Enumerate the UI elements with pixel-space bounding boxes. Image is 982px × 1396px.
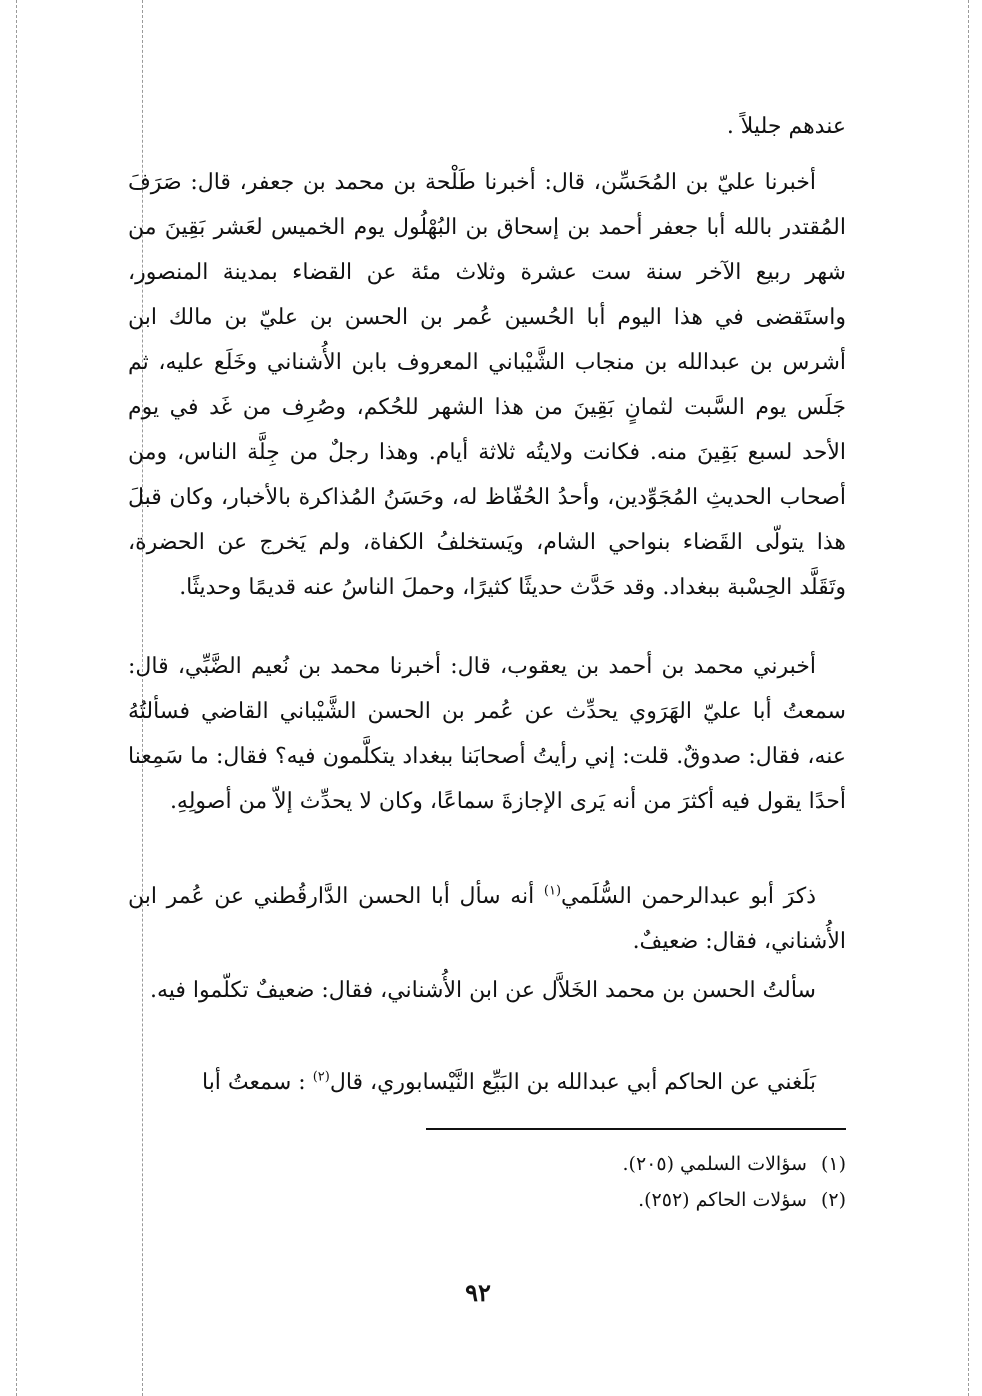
scan-edge-line-right bbox=[968, 0, 969, 1396]
paragraph-hakim-report bbox=[128, 1060, 846, 1105]
footnote-number: (١) bbox=[820, 1153, 846, 1175]
paragraph-sulami-text-end: أنه سأل أبا الحسن الدَّارقُطني عن عُمر ابن الأُشناني، فقال: ضعيفٌ. bbox=[128, 884, 846, 954]
scan-edge-line-left bbox=[16, 0, 17, 1396]
paragraph-sulami-report bbox=[128, 874, 846, 964]
footnote-separator bbox=[426, 1128, 846, 1130]
footnote-reference-2: (٢) bbox=[312, 1069, 330, 1085]
book-page bbox=[128, 92, 846, 1352]
footnote-1 bbox=[128, 1146, 846, 1182]
page-number: ٩٢ bbox=[465, 1278, 491, 1307]
intro-line: عندهم جليلاً . bbox=[726, 114, 846, 139]
paragraph-khallal-report: سألتُ الحسن بن محمد الخَلاَّل عن ابن الأُشناني، فقال: ضعيفٌ تكلّموا فيه. bbox=[149, 978, 816, 1003]
footnote-reference-1: (١) bbox=[543, 883, 562, 899]
paragraph-sulami-text-start: ذكرَ أبو عبدالرحمن السُّلَمي bbox=[561, 884, 817, 909]
paragraph-hakim-text-start: بَلَغني عن الحاكم أبي عبدالله بن البَيِّع النَّيْسابوري، قال bbox=[329, 1070, 816, 1095]
footnote-2 bbox=[128, 1182, 846, 1218]
paragraph-hakim-text-end: : سمعتُ أبا bbox=[201, 1070, 313, 1095]
paragraph-talha-report: أخبرنا عليّ بن المُحَسِّن، قال: أخبرنا طَلْحة بن محمد بن جعفر، قال: صَرَفَ المُقتدر بالله أبا جعفر أحمد بن إسحاق بن البُهْلُول يوم الخميس لعَشر بَقِينَ من شهر ربيع الآخر سنة ست عشرة وثلاث مئة عن القضاء بمدينة المنصور، واستَقضى في هذا اليوم أبا الحُسين عُمر بن الحسن بن عليّ بن مالك ابن أشرس بن عبدالله بن منجاب الشَّيْباني المعروف بابن الأُشناني وخَلَع عليه، ثم جَلَس يوم السَّبت لثمانٍ بَقِينَ من هذا الشهر للحُكم، وصُرِف من غَد في يوم الأحد لسبع بَقِينَ منه. فكانت ولايتُه ثلاثة أيام. وهذا رجلٌ من جِلَّة الناس، ومن أصحاب الحديثِ المُجَوِّدين، وأحدُ الحُفّاظ له، وحَسَنُ المُذاكرة بالأخبار، وكان قبلَ هذا يتولّى القَضاء بنواحي الشام، ويَستخلفُ الكفاة، ولم يَخرج عن الحضرة، وتَقَلَّد الحِسْبة ببغداد. وقد حَدَّث حديثًا كثيرًا، وحملَ الناسُ عنه قديمًا وحديثًا. bbox=[128, 170, 846, 600]
footnote-number: (٢) bbox=[820, 1189, 846, 1211]
footnotes bbox=[128, 1146, 846, 1218]
paragraph-harawi-report: أخبرني محمد بن أحمد بن يعقوب، قال: أخبرنا محمد بن نُعيم الضَّبِّي، قال: سمعتُ أبا عليّ الهَرَوي يحدِّث عن عُمر بن الحسن الشَّيْباني القاضي فسألتُهُ عنه، فقال: صدوقٌ. قلت: إني رأيتُ أصحابَنا ببغداد يتكلَّمون فيه؟ فقال: ما سَمِعنا أحدًا يقول فيه أكثرَ من أنه يَرى الإجازةَ سماعًا، وكان لا يحدِّث إلاّ من أصولِهِ. bbox=[128, 654, 846, 814]
footnote-text: سؤلات الحاكم (٢٥٢). bbox=[638, 1189, 807, 1211]
footnote-text: سؤالات السلمي (٢٠٥). bbox=[622, 1153, 807, 1175]
